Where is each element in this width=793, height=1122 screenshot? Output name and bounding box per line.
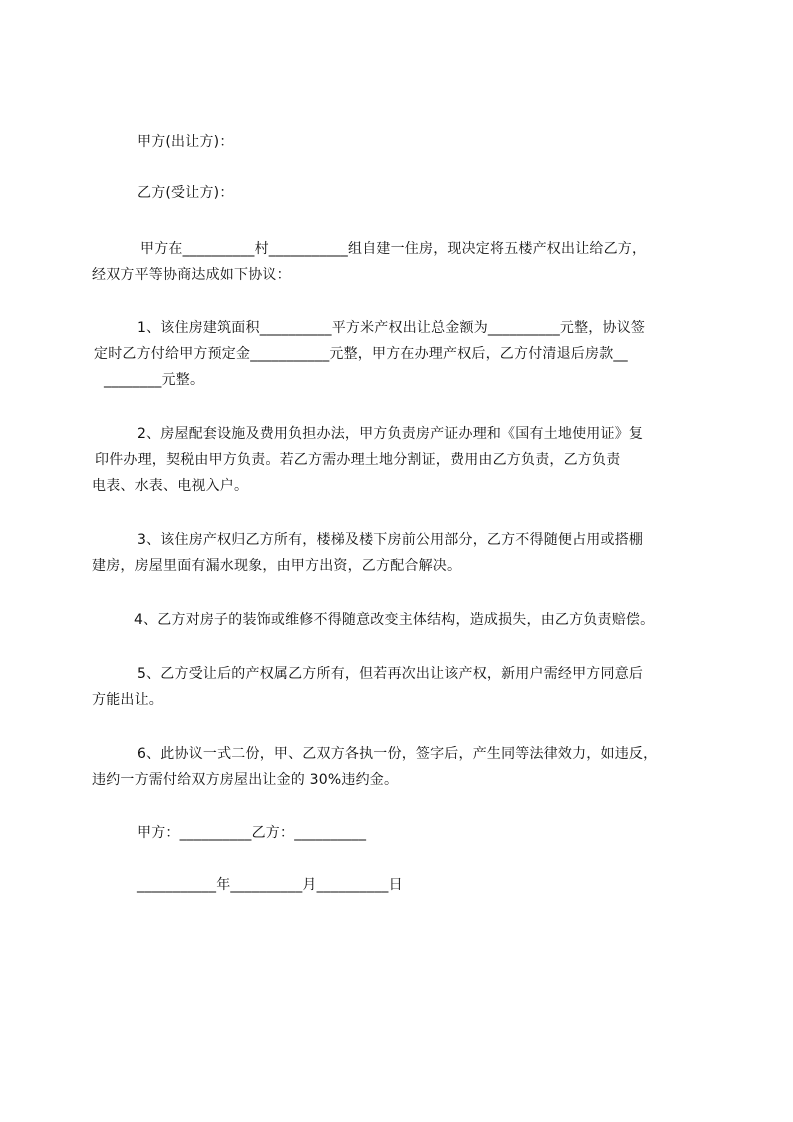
clause-6-line-2: 违约一方需付给双方房屋出让金的 30%违约金。 — [92, 772, 399, 788]
clause-2-line-2: 印件办理，契税由甲方负责。若乙方需办理土地分割证，费用由乙方负责，乙方负责 — [95, 452, 621, 468]
clause-1-line-1: 1、该住房建筑面积__________平方米产权出让总金额为__________元整，协议签 — [137, 320, 646, 336]
clause-3-line-2: 建房，房屋里面有漏水现象，由甲方出资，乙方配合解决。 — [92, 558, 462, 574]
clause-6-line-1: 6、此协议一式二份，甲、乙双方各执一份，签字后，产生同等法律效力，如违反， — [137, 746, 658, 762]
clause-3-line-1: 3、该住房产权归乙方所有，楼梯及楼下房前公用部分，乙方不得随便占用或搭棚 — [137, 532, 644, 548]
party-a-label: 甲方(出让方)： — [137, 134, 234, 150]
clause-5-line-2: 方能出让。 — [92, 692, 163, 708]
party-b-label: 乙方(受让方)： — [137, 185, 234, 201]
clause-5-line-1: 5、乙方受让后的产权属乙方所有，但若再次出让该产权，新用户需经甲方同意后 — [137, 666, 644, 682]
clause-4-line-1: 4、乙方对房子的装饰或维修不得随意改变主体结构，造成损失，由乙方负责赔偿。 — [134, 612, 655, 628]
intro-line-1: 甲方在__________村___________组自建一住房，现决定将五楼产权出让给乙方， — [140, 241, 647, 257]
intro-line-2: 经双方平等协商达成如下协议： — [92, 267, 291, 283]
clause-2-line-3: 电表、水表、电视入户。 — [92, 478, 249, 494]
date-line: ___________年__________月__________日 — [137, 877, 403, 893]
clause-1-line-2: 定时乙方付给甲方预定金___________元整，甲方在办理产权后，乙方付清退后房款__ — [94, 346, 628, 362]
clause-2-line-1: 2、房屋配套设施及费用负担办法，甲方负责房产证办理和《国有土地使用证》复 — [137, 426, 644, 442]
clause-1-line-3: ________元整。 — [104, 372, 205, 388]
signature-line: 甲方：__________乙方：__________ — [137, 825, 367, 841]
